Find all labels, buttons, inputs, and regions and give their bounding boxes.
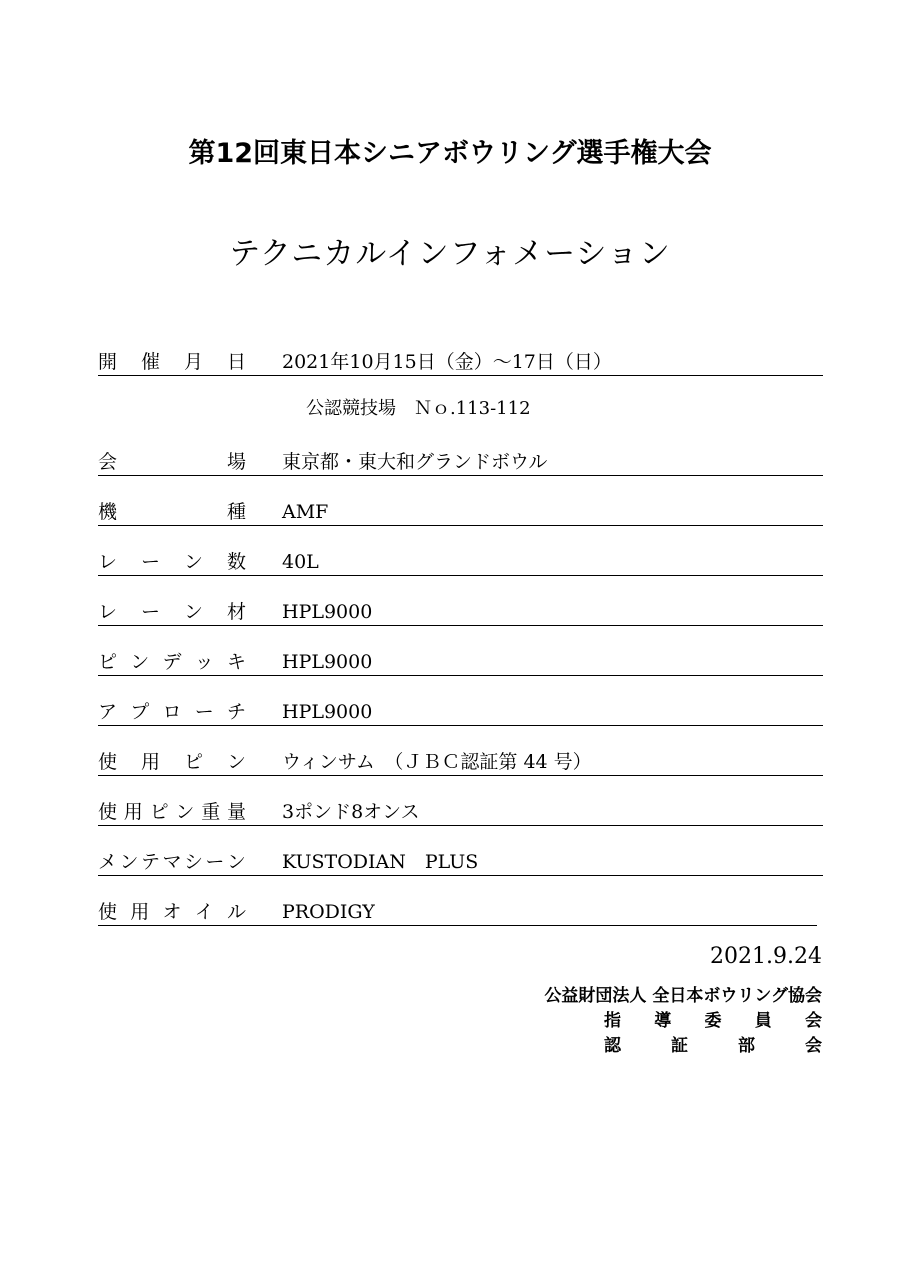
info-row	[98, 599, 823, 626]
info-row-label	[98, 749, 246, 775]
info-row-label	[98, 449, 246, 475]
label-char: ピ	[149, 801, 169, 823]
label-char: 用	[130, 901, 150, 923]
label-char: メ	[98, 851, 118, 873]
info-row	[98, 549, 823, 576]
label-char: ン	[226, 851, 246, 873]
label-char: 催	[140, 351, 160, 373]
label-char: ン	[183, 601, 203, 623]
label-char: 月	[183, 351, 203, 373]
label-char: ピ	[98, 651, 118, 673]
label-char: ル	[226, 901, 246, 923]
info-row	[98, 899, 817, 926]
info-row-value: PRODIGY	[282, 901, 375, 923]
info-row	[98, 799, 823, 826]
info-row-label	[98, 549, 246, 575]
footer-char: 会	[805, 1036, 822, 1056]
label-char: 使	[98, 751, 118, 773]
label-char: ー	[194, 701, 214, 723]
label-char: 数	[226, 551, 246, 573]
label-char: 会	[98, 451, 118, 473]
label-char: 用	[140, 751, 160, 773]
info-row-label	[98, 899, 246, 925]
label-char: 場	[226, 451, 246, 473]
info-row-value: AMF	[282, 501, 329, 523]
info-row-label	[98, 699, 246, 725]
label-char: プ	[130, 701, 150, 723]
label-char: 材	[226, 601, 246, 623]
footer-char: 委	[704, 1011, 722, 1031]
footer-char: 証	[671, 1036, 688, 1056]
label-char: ン	[226, 751, 246, 773]
info-row	[98, 649, 823, 676]
label-char: 用	[123, 801, 143, 823]
label-char: ン	[175, 801, 195, 823]
label-char: 使	[98, 801, 118, 823]
info-row-value: HPL9000	[282, 701, 373, 723]
info-row-value: 40L	[282, 551, 319, 573]
info-row-label	[98, 849, 246, 875]
label-char: ピ	[183, 751, 203, 773]
info-row-label	[98, 799, 246, 825]
info-row-label	[98, 649, 246, 675]
label-char: 開	[98, 351, 118, 373]
label-char: チ	[226, 701, 246, 723]
label-char: 種	[226, 501, 246, 523]
label-char: ン	[130, 651, 150, 673]
info-row	[98, 499, 823, 526]
info-row-label	[98, 349, 246, 375]
info-row	[98, 849, 823, 876]
venue-note: 公認競技場 Ｎｏ.113‐112	[306, 398, 531, 419]
label-char: ー	[205, 851, 225, 873]
label-char: オ	[162, 901, 182, 923]
footer-char: 指	[604, 1011, 621, 1031]
label-char: レ	[98, 551, 118, 573]
label-char: 使	[98, 901, 118, 923]
label-char: キ	[226, 651, 246, 673]
info-row	[98, 349, 823, 376]
label-char: ロ	[162, 701, 182, 723]
section-name	[604, 1034, 822, 1058]
label-char: シ	[183, 851, 203, 873]
label-char: ン	[183, 551, 203, 573]
label-char: マ	[162, 851, 182, 873]
label-char: ー	[140, 551, 160, 573]
info-row	[98, 449, 823, 476]
page-subtitle: テクニカルインフォメーション	[229, 236, 671, 272]
footer-char: 部	[738, 1036, 755, 1056]
info-row-label	[98, 499, 246, 525]
committee-name	[604, 1009, 822, 1033]
footer-char: 会	[805, 1011, 822, 1031]
info-row-value: KUSTODIAN PLUS	[282, 851, 479, 873]
label-char: 量	[226, 801, 246, 823]
footer-char: 導	[654, 1011, 672, 1031]
page-title: 第12回東日本シニアボウリング選手権大会	[188, 138, 712, 169]
info-row	[98, 749, 823, 776]
info-row-value: 3ポンド8オンス	[282, 801, 420, 823]
label-char: 日	[226, 351, 246, 373]
info-row-value: HPL9000	[282, 651, 373, 673]
label-char: イ	[194, 901, 214, 923]
issue-date: 2021.9.24	[710, 944, 822, 969]
info-row-value: 東京都・東大和グランドボウル	[282, 451, 548, 473]
label-char: デ	[162, 651, 182, 673]
label-char: ー	[140, 601, 160, 623]
label-char: ッ	[194, 651, 214, 673]
label-char: テ	[140, 851, 160, 873]
info-row-value: 2021年10月15日（金）～17日（日）	[282, 351, 612, 373]
info-row-value: ウィンサム （ＪＢＣ認証第 44 号）	[282, 751, 592, 773]
info-row-label	[98, 599, 246, 625]
label-char: 機	[98, 501, 118, 523]
info-row-value: HPL9000	[282, 601, 373, 623]
label-char: レ	[98, 601, 118, 623]
label-char: 重	[201, 801, 221, 823]
footer-char: 員	[754, 1011, 772, 1031]
footer-char: 認	[604, 1036, 621, 1056]
organization-name: 公益財団法人 全日本ボウリング協会	[544, 986, 822, 1006]
info-row	[98, 699, 823, 726]
label-char: ア	[98, 701, 118, 723]
label-char: ン	[119, 851, 139, 873]
